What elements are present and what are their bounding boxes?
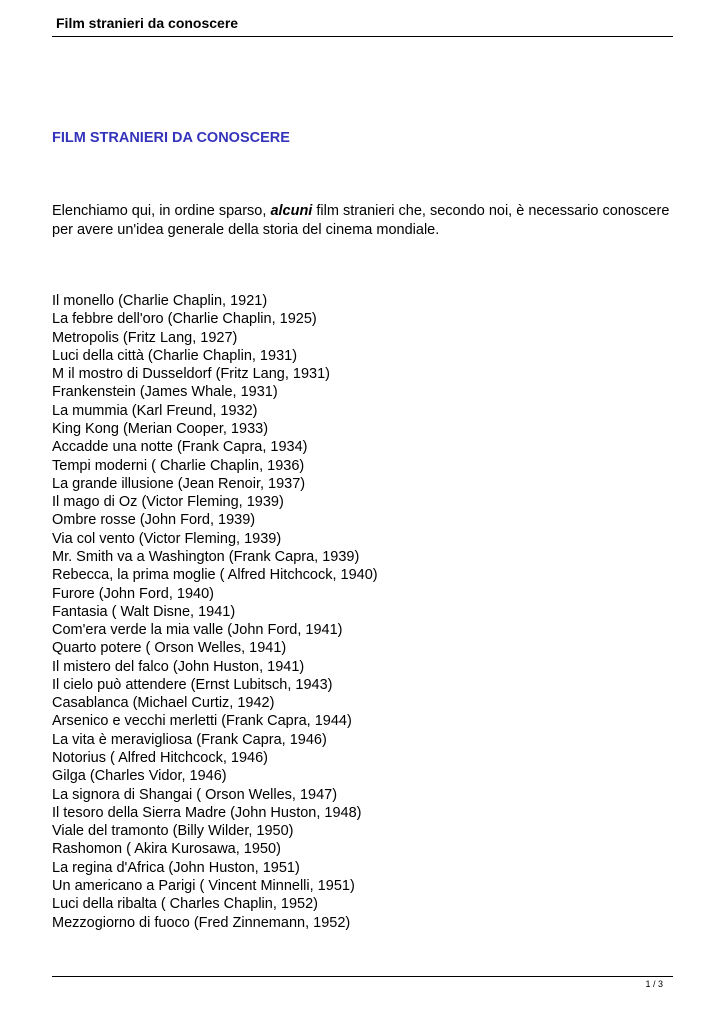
intro-text-before: Elenchiamo qui, in ordine sparso,	[52, 203, 271, 219]
film-list-item: King Kong (Merian Cooper, 1933)	[52, 420, 269, 437]
film-list-item: Fantasia ( Walt Disne, 1941)	[52, 603, 236, 620]
film-list-item: Mezzogiorno di fuoco (Fred Zinnemann, 1952)	[52, 914, 351, 931]
film-list-item: Metropolis (Fritz Lang, 1927)	[52, 329, 238, 346]
film-list-item: Arsenico e vecchi merletti (Frank Capra, 1944)	[52, 713, 352, 730]
film-list-item: La grande illusione (Jean Renoir, 1937)	[52, 475, 306, 492]
film-list-item: Rashomon ( Akira Kurosawa, 1950)	[52, 841, 281, 858]
intro-text-after: film stranieri che, secondo noi, è necessario conoscere per avere un'idea generale della storia del cinema mondiale.	[52, 203, 670, 238]
page-footer	[52, 976, 673, 993]
film-list-item: Frankenstein (James Whale, 1931)	[52, 384, 278, 401]
film-list-item: Il monello (Charlie Chaplin, 1921)	[52, 293, 268, 309]
film-list-item: Il mistero del falco (John Huston, 1941)	[52, 658, 305, 675]
film-list-item: La regina d'Africa (John Huston, 1951)	[52, 859, 300, 876]
film-list-item: Com'era verde la mia valle (John Ford, 1941)	[52, 622, 343, 639]
film-list-item: Tempi moderni ( Charlie Chaplin, 1936)	[52, 457, 305, 474]
film-list-item: La mummia (Karl Freund, 1932)	[52, 402, 258, 419]
film-list-item: Il cielo può attendere (Ernst Lubitsch, 1943)	[52, 676, 333, 693]
film-list-item: Gilga (Charles Vidor, 1946)	[52, 768, 227, 785]
film-list-item: Luci della ribalta ( Charles Chaplin, 1952)	[52, 896, 318, 913]
page-number: 1 / 3	[645, 979, 663, 989]
film-list-item: Luci della città (Charlie Chaplin, 1931)	[52, 347, 298, 364]
intro-emphasis: alcuni	[270, 203, 313, 219]
film-list-item: Accadde una notte (Frank Capra, 1934)	[52, 439, 308, 456]
film-list-item: Mr. Smith va a Washington (Frank Capra, 1939)	[52, 548, 360, 565]
film-list-item: Furore (John Ford, 1940)	[52, 585, 214, 602]
film-list-item: Il mago di Oz (Victor Fleming, 1939)	[52, 494, 284, 511]
film-list-item: Viale del tramonto (Billy Wilder, 1950)	[52, 823, 294, 840]
film-list-item: La signora di Shangai ( Orson Welles, 1947)	[52, 786, 338, 803]
film-list-item: Via col vento (Victor Fleming, 1939)	[52, 530, 282, 547]
film-list-item: Quarto potere ( Orson Welles, 1941)	[52, 640, 287, 657]
film-list-item: La febbre dell'oro (Charlie Chaplin, 1925)	[52, 311, 317, 328]
film-list-item: Casablanca (Michael Curtiz, 1942)	[52, 695, 275, 712]
film-list-item: Ombre rosse (John Ford, 1939)	[52, 512, 256, 529]
page-header	[52, 12, 673, 37]
film-list-item: M il mostro di Dusseldorf (Fritz Lang, 1931)	[52, 366, 331, 383]
film-list-item: La vita è meravigliosa (Frank Capra, 1946)	[52, 731, 327, 748]
film-list	[52, 292, 378, 932]
film-list-item: Un americano a Parigi ( Vincent Minnelli, 1951)	[52, 878, 355, 894]
header-title: Film stranieri da conoscere	[56, 15, 239, 31]
film-list-item: Rebecca, la prima moglie ( Alfred Hitchcock, 1940)	[52, 567, 378, 584]
film-list-item: Il tesoro della Sierra Madre (John Huston, 1948)	[52, 804, 362, 821]
intro-paragraph	[52, 202, 672, 239]
film-list-item: Notorius ( Alfred Hitchcock, 1946)	[52, 750, 268, 767]
page-title: FILM STRANIERI DA CONOSCERE	[52, 130, 290, 146]
